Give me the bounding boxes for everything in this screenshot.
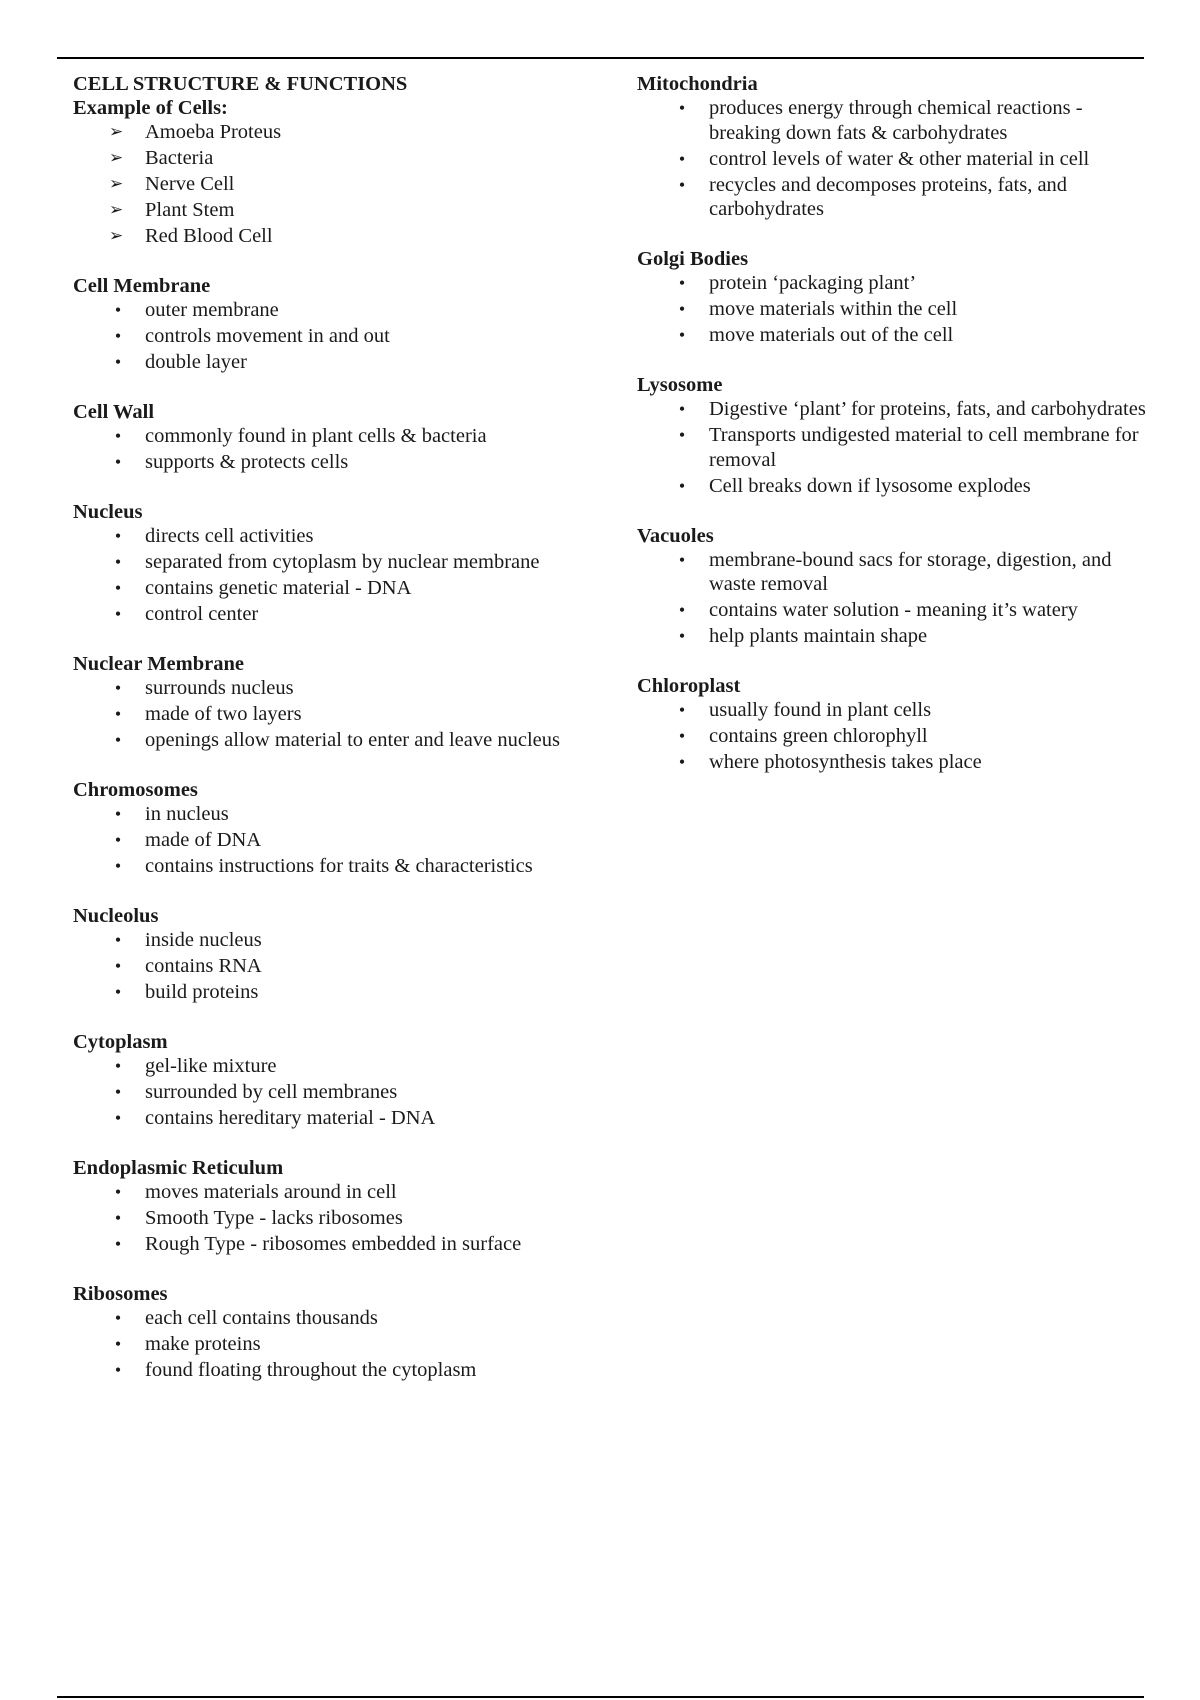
list-item-text: gel-like mixture xyxy=(145,1055,277,1077)
section-nucleus xyxy=(73,500,573,628)
list-item xyxy=(637,297,1152,323)
list-item-text: move materials out of the cell xyxy=(709,324,954,346)
section-heading: Lysosome xyxy=(637,374,723,396)
bullet-icon: • xyxy=(678,148,686,169)
list-item xyxy=(637,147,1152,173)
list-item-text: membrane-bound sacs for storage, digestion, and waste removal xyxy=(709,548,1112,595)
list-item-text: outer membrane xyxy=(145,299,279,321)
bullet-icon: • xyxy=(114,1108,122,1128)
list-item-text: directs cell activities xyxy=(145,525,314,547)
bullet-icon: • xyxy=(114,526,122,546)
bullet-list xyxy=(73,802,573,880)
list-item-text: openings allow material to enter and leave nucleus xyxy=(145,729,560,751)
list-item-text: where photosynthesis takes place xyxy=(709,751,982,773)
section-nucleolus xyxy=(73,904,573,1006)
bullet-icon: • xyxy=(114,1082,122,1102)
list-item xyxy=(73,1106,573,1132)
bullet-icon: • xyxy=(678,425,686,445)
list-item xyxy=(637,423,1152,474)
list-item-text: surrounded by cell membranes xyxy=(145,1081,398,1103)
bullet-icon: • xyxy=(678,98,686,118)
list-item xyxy=(73,928,573,954)
section-lysosome xyxy=(637,373,1152,500)
bullet-icon: • xyxy=(678,299,686,319)
section-mitochondria xyxy=(637,72,1152,223)
list-item xyxy=(73,1358,573,1384)
list-item-text: control center xyxy=(145,603,259,625)
section-heading: Nucleolus xyxy=(73,905,159,927)
bullet-list xyxy=(73,1054,573,1132)
bullet-icon: • xyxy=(114,730,122,750)
list-item-text: supports & protects cells xyxy=(145,451,349,473)
bullet-icon: • xyxy=(114,704,122,724)
section-heading: Nucleus xyxy=(73,501,143,523)
list-item xyxy=(73,524,573,550)
section-cell-membrane xyxy=(73,274,573,376)
list-item-text: surrounds nucleus xyxy=(145,677,294,699)
list-item-text: double layer xyxy=(145,351,247,373)
bullet-icon: • xyxy=(678,600,686,620)
bullet-icon: • xyxy=(114,1208,122,1228)
bullet-list xyxy=(73,1306,573,1384)
bullet-icon: • xyxy=(678,273,686,293)
list-item-text: contains RNA xyxy=(145,955,262,977)
list-item xyxy=(73,1332,573,1358)
list-item-text: contains genetic material - DNA xyxy=(145,577,412,599)
bullet-icon: • xyxy=(114,452,122,472)
example-list xyxy=(73,120,573,250)
section-heading: Vacuoles xyxy=(637,524,714,547)
list-item-text: move materials within the cell xyxy=(709,298,958,320)
list-item-text: Smooth Type - lacks ribosomes xyxy=(145,1207,403,1229)
section-vacuoles xyxy=(637,524,1152,651)
list-item: ➢ Nerve Cell xyxy=(109,173,235,195)
list-item-text: help plants maintain shape xyxy=(709,625,928,647)
list-item xyxy=(73,1054,573,1080)
list-item-text: Rough Type - ribosomes embedded in surface xyxy=(145,1233,522,1255)
bullet-list xyxy=(637,548,1152,651)
list-item xyxy=(637,548,1152,599)
arrow-bullet-icon: ➢ xyxy=(109,226,124,245)
bullet-icon: • xyxy=(678,626,686,646)
list-item-text: Digestive ‘plant’ for proteins, fats, and carbohydrates xyxy=(709,398,1146,420)
section-heading: Chromosomes xyxy=(73,779,198,801)
list-item xyxy=(73,1306,573,1332)
top-rule xyxy=(57,57,1144,59)
section-heading: Chloroplast xyxy=(637,675,741,697)
list-item xyxy=(73,1206,573,1232)
bullet-list xyxy=(637,96,1152,223)
list-item xyxy=(73,854,573,880)
list-item xyxy=(637,598,1152,624)
list-item xyxy=(73,450,573,476)
example-section xyxy=(73,96,573,250)
section-heading: Golgi Bodies xyxy=(637,248,749,270)
bullet-icon: • xyxy=(114,1234,122,1254)
list-item xyxy=(73,602,573,628)
list-item-text: separated from cytoplasm by nuclear membrane xyxy=(145,551,540,573)
left-column xyxy=(73,72,573,1408)
section-heading: Mitochondria xyxy=(637,73,758,95)
bullet-icon: • xyxy=(114,352,122,372)
arrow-bullet-icon: ➢ xyxy=(109,122,124,141)
arrow-bullet-icon: ➢ xyxy=(109,200,124,219)
list-item-text: Transports undigested material to cell membrane for removal xyxy=(709,424,1139,471)
bullet-icon: • xyxy=(678,325,686,345)
bullet-icon: • xyxy=(114,1360,122,1380)
bullet-icon: • xyxy=(114,300,122,320)
bullet-icon: • xyxy=(114,604,122,624)
list-item-text: found floating throughout the cytoplasm xyxy=(145,1359,477,1381)
list-item xyxy=(637,173,1152,224)
list-item xyxy=(73,954,573,980)
list-item-text: contains hereditary material - DNA xyxy=(145,1107,436,1129)
list-item xyxy=(73,576,573,602)
list-item-text: control levels of water & other material in cell xyxy=(709,147,1090,170)
list-item: ➢ Red Blood Cell xyxy=(109,225,273,247)
section-heading: Nuclear Membrane xyxy=(73,653,244,675)
bullet-icon: • xyxy=(678,752,686,772)
list-item xyxy=(73,1232,573,1258)
section-cytoplasm xyxy=(73,1030,573,1132)
list-item-text: each cell contains thousands xyxy=(145,1307,378,1329)
section-heading: Ribosomes xyxy=(73,1283,168,1305)
list-item: ➢ Amoeba Proteus xyxy=(109,121,282,143)
section-cell-wall xyxy=(73,400,573,476)
list-item xyxy=(73,702,573,728)
bullet-list xyxy=(73,298,573,376)
bullet-list xyxy=(73,928,573,1006)
left-sections xyxy=(73,274,573,1384)
list-item: ➢ Plant Stem xyxy=(109,199,235,221)
bullet-icon: • xyxy=(114,1056,122,1076)
list-item xyxy=(637,698,1152,724)
example-heading: Example of Cells: xyxy=(73,97,228,119)
list-item-text: build proteins xyxy=(145,981,259,1003)
list-item-text: contains water solution - meaning it’s watery xyxy=(709,599,1078,621)
arrow-bullet-icon: ➢ xyxy=(109,174,124,193)
list-item: ➢ Bacteria xyxy=(109,147,214,169)
section-heading: Cell Wall xyxy=(73,401,155,423)
list-item xyxy=(637,750,1152,776)
bullet-icon: • xyxy=(114,1308,122,1328)
section-heading: Endoplasmic Reticulum xyxy=(73,1157,284,1179)
bullet-icon: • xyxy=(678,399,686,419)
bullet-icon: • xyxy=(114,830,122,850)
list-item-text: make proteins xyxy=(145,1333,261,1355)
section-endoplasmic-reticulum xyxy=(73,1156,573,1258)
bullet-icon: • xyxy=(678,700,686,720)
list-item xyxy=(637,96,1152,147)
list-item xyxy=(637,474,1152,500)
list-item xyxy=(637,624,1152,650)
list-item xyxy=(73,802,573,828)
arrow-bullet-icon: ➢ xyxy=(109,148,124,167)
list-item xyxy=(73,828,573,854)
section-golgi-bodies xyxy=(637,247,1152,349)
list-item xyxy=(73,298,573,324)
bullet-list xyxy=(637,397,1152,500)
bullet-icon: • xyxy=(114,1334,122,1354)
list-item xyxy=(637,397,1152,423)
list-item-text: in nucleus xyxy=(145,803,229,825)
list-item xyxy=(73,980,573,1006)
right-column xyxy=(637,72,1152,800)
bullet-icon: • xyxy=(678,475,686,496)
list-item xyxy=(73,550,573,576)
list-item-text: inside nucleus xyxy=(145,929,262,951)
section-ribosomes xyxy=(73,1282,573,1384)
list-item-text: made of DNA xyxy=(145,829,262,851)
section-heading: Cytoplasm xyxy=(73,1031,168,1053)
bullet-icon: • xyxy=(114,804,122,824)
bullet-list xyxy=(73,676,573,754)
list-item xyxy=(73,350,573,376)
list-item xyxy=(637,271,1152,297)
list-item xyxy=(73,676,573,702)
list-item-text: contains green chlorophyll xyxy=(709,725,928,747)
bullet-icon: • xyxy=(114,956,122,976)
list-item-text: Cell breaks down if lysosome explodes xyxy=(709,474,1031,497)
section-chloroplast xyxy=(637,674,1152,776)
bullet-icon: • xyxy=(678,549,686,570)
bullet-list xyxy=(73,1180,573,1258)
bullet-icon: • xyxy=(114,326,122,346)
list-item-text: made of two layers xyxy=(145,703,302,725)
list-item-text: produces energy through chemical reactions - breaking down fats & carbohydrates xyxy=(709,97,1083,144)
list-item xyxy=(637,724,1152,750)
section-chromosomes xyxy=(73,778,573,880)
bullet-list xyxy=(73,524,573,628)
list-item-text: contains instructions for traits & characteristics xyxy=(145,855,533,877)
list-item xyxy=(73,728,573,754)
bullet-icon: • xyxy=(678,726,686,746)
bullet-list xyxy=(73,424,573,476)
list-item xyxy=(73,1180,573,1206)
list-item-text: recycles and decomposes proteins, fats, and carbohydrates xyxy=(709,173,1068,220)
list-item xyxy=(73,424,573,450)
list-item-text: moves materials around in cell xyxy=(145,1181,397,1203)
list-item-text: controls movement in and out xyxy=(145,325,390,347)
list-item-text: protein ‘packaging plant’ xyxy=(709,272,917,294)
bullet-icon: • xyxy=(114,552,122,572)
bullet-icon: • xyxy=(114,1182,122,1202)
bullet-icon: • xyxy=(114,930,122,950)
page-title: CELL STRUCTURE & FUNCTIONS xyxy=(73,73,408,95)
list-item xyxy=(73,324,573,350)
bullet-icon: • xyxy=(114,426,122,446)
section-nuclear-membrane xyxy=(73,652,573,754)
bullet-icon: • xyxy=(678,174,686,195)
bullet-icon: • xyxy=(114,982,122,1002)
bullet-icon: • xyxy=(114,678,122,698)
bullet-icon: • xyxy=(114,856,122,876)
list-item xyxy=(73,1080,573,1106)
bottom-rule xyxy=(57,1696,1144,1698)
section-heading: Cell Membrane xyxy=(73,275,211,297)
bullet-icon: • xyxy=(114,578,122,598)
list-item xyxy=(637,323,1152,349)
bullet-list xyxy=(637,698,1152,776)
bullet-list xyxy=(637,271,1152,349)
right-sections xyxy=(637,72,1152,776)
list-item-text: usually found in plant cells xyxy=(709,699,932,721)
list-item-text: commonly found in plant cells & bacteria xyxy=(145,425,487,447)
